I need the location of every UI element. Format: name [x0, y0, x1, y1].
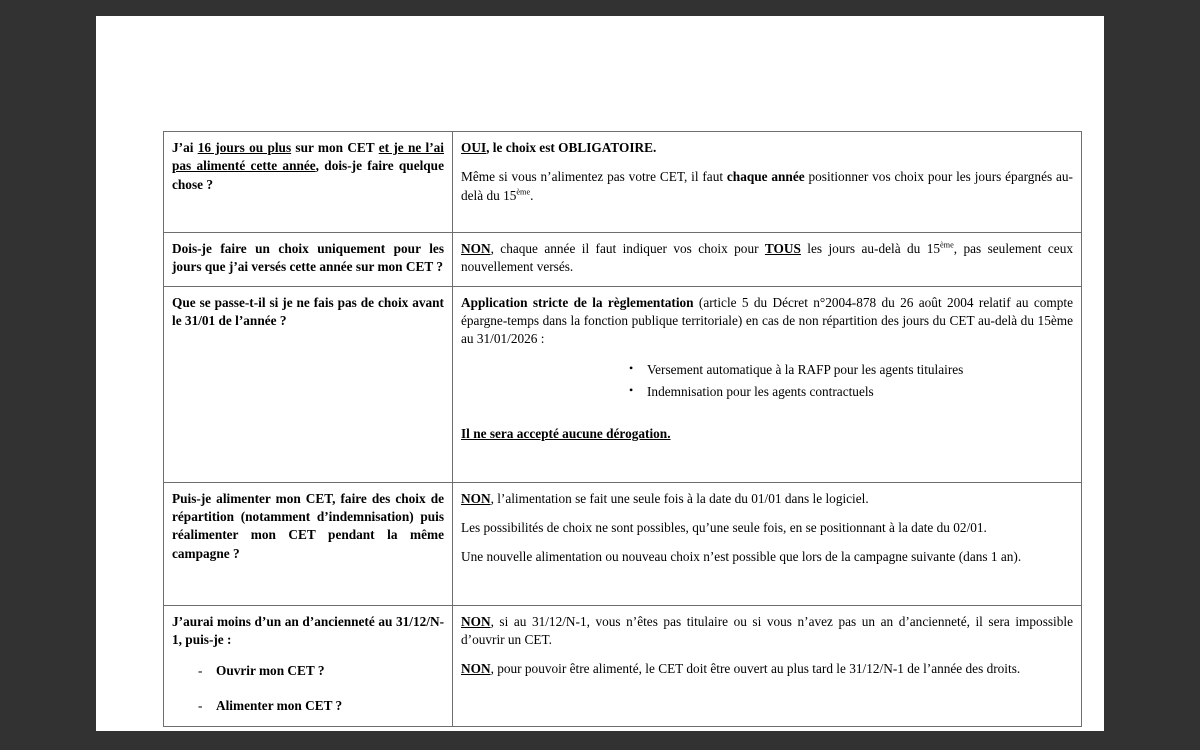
answer-paragraph: [461, 425, 1073, 443]
q1-underline-1: 16 jours ou plus: [197, 140, 292, 155]
question-text: Que se passe-t-il si je ne fais pas de choix avant le 31/01 de l’année ?: [172, 294, 444, 329]
a5-p2rest: , pour pouvoir être alimenté, le CET doit être ouvert au plus tard le 31/12/N-1 de l’année des droits.: [490, 661, 1021, 677]
a3-p1rest: (article 5 du Décret n°2004-878 du 26 août 2004 relatif au compte épargne-temps dans la fonction publique territoriale) en cas de non répartition des jours du CET au-delà du 15ème au 31/01/2026 :: [461, 294, 1073, 347]
bullet-text: Versement automatique à la RAFP pour les agents titulaires: [647, 361, 964, 377]
a2-sup-eme: ème: [940, 240, 954, 250]
answer-cell: [453, 233, 1082, 287]
dash-text: Alimenter mon CET ?: [216, 697, 343, 713]
list-item: [198, 697, 444, 715]
a2-p1b: les jours au-delà du 15: [800, 241, 941, 257]
answer-paragraph: [461, 168, 1073, 205]
question-text: Dois-je faire un choix uniquement pour les jours que j’ai versés cette année sur mon CET ?: [172, 241, 444, 275]
question-text: [172, 139, 444, 194]
table-row: [164, 286, 1082, 482]
table-row: [164, 132, 1082, 233]
a2-p1c: , pas seulement ceux nouvellement versés.: [461, 241, 1073, 275]
question-text: J’aurai moins d’un an d’ancienneté au 31/12/N-1, puis-je :: [172, 613, 444, 647]
faq-table: [163, 131, 1082, 727]
a1-chaque-annee: chaque année: [726, 169, 805, 185]
answer-paragraph: Une nouvelle alimentation ou nouveau choix n’est possible que lors de la campagne suivante (dans 1 an).: [461, 549, 1022, 565]
a5-non-1: NON: [461, 613, 491, 629]
cell-spacer: [172, 205, 444, 223]
bullet-icon: •: [629, 383, 634, 398]
a4-p1rest: , l’alimentation se fait une seule fois à la date du 01/01 dans le logiciel.: [490, 490, 869, 506]
a1-p2a: Même si vous n’alimentez pas votre CET, il faut: [461, 169, 727, 185]
answer-paragraph: [461, 490, 1073, 508]
answer-cell: [453, 132, 1082, 233]
answer-bullet-list: [461, 360, 1073, 402]
question-cell: [164, 482, 453, 605]
answer-paragraph: [461, 660, 1073, 678]
a1-sup-eme: ème: [516, 187, 531, 197]
table-row: [164, 482, 1082, 605]
table-row: [164, 233, 1082, 287]
answer-paragraph: [461, 139, 1073, 157]
a2-non: NON: [461, 241, 491, 257]
q1-underline-2: et je ne l’ai pas alimenté cette année: [172, 140, 444, 174]
question-cell: [164, 132, 453, 233]
a3-derogation: Il ne sera accepté aucune dérogation.: [461, 426, 671, 442]
a2-tous: TOUS: [764, 241, 801, 257]
bullet-icon: •: [629, 360, 634, 375]
a3-application-stricte: Application stricte de la règlementation: [461, 294, 694, 310]
bullet-text: Indemnisation pour les agents contractuels: [647, 384, 874, 400]
q1-mid: sur mon CET: [291, 140, 379, 155]
answer-paragraph: [461, 240, 1073, 277]
answer-cell: [453, 286, 1082, 482]
question-cell: [164, 286, 453, 482]
dash-text: Ouvrir mon CET ?: [216, 663, 325, 679]
a5-non-2: NON: [461, 661, 491, 677]
table-row: [164, 605, 1082, 726]
a1-p2c: .: [530, 187, 534, 203]
a1-obligatoire: , le choix est OBLIGATOIRE.: [486, 140, 657, 155]
answer-paragraph: [461, 613, 1073, 650]
q1-lead: J’ai: [172, 140, 198, 155]
q1-tail: , dois-je faire quelque chose ?: [172, 158, 444, 192]
answer-cell: [453, 605, 1082, 726]
a4-non: NON: [461, 490, 491, 506]
question-text: Puis-je alimenter mon CET, faire des choix de répartition (notamment d’indemnisation) puis réalimenter mon CET pendant la même campagne ?: [172, 490, 444, 561]
a1-p2b: positionner vos choix pour les jours épargnés au-delà du 15: [461, 169, 1073, 203]
answer-cell: [453, 482, 1082, 605]
question-cell: [164, 605, 453, 726]
question-cell: [164, 233, 453, 287]
question-dash-list: [172, 662, 444, 715]
a2-p1a: , chaque année il faut indiquer vos choix pour: [490, 241, 765, 257]
dash-icon: -: [198, 663, 203, 679]
answer-paragraph: Les possibilités de choix ne sont possibles, qu’une seule fois, en se positionnant à la date du 02/01.: [461, 519, 987, 535]
list-item: [629, 382, 1073, 401]
dash-icon: -: [198, 697, 203, 713]
list-item: [629, 360, 1073, 379]
a5-p1rest: , si au 31/12/N-1, vous n’êtes pas titulaire ou si vous n’avez pas un an d’ancienneté, il sera impossible d’ouvrir un CET.: [461, 613, 1073, 647]
answer-paragraph: [461, 294, 1073, 349]
a1-oui: OUI: [461, 140, 487, 155]
cell-spacer: [461, 578, 1073, 596]
cell-spacer: [461, 455, 1073, 473]
list-item: [198, 662, 444, 680]
document-page: [96, 16, 1104, 731]
